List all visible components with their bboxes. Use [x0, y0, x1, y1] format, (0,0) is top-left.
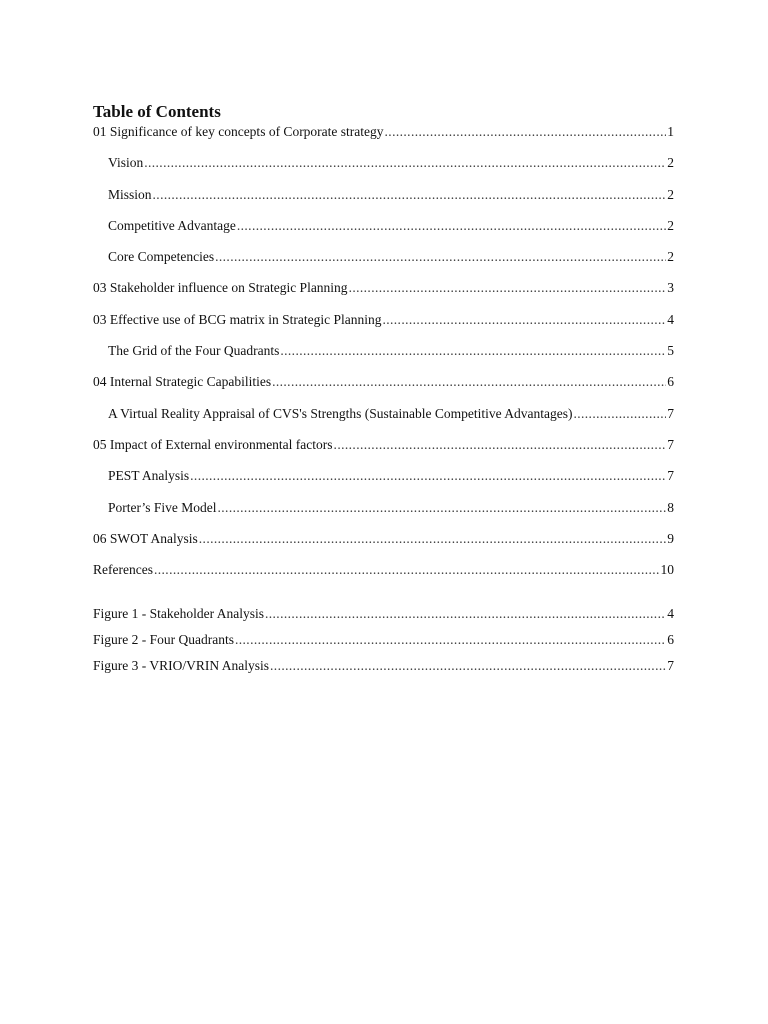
toc-entry-page: 7 [667, 468, 674, 484]
toc-entry-label: Core Competencies [108, 249, 215, 265]
toc-entry[interactable] [93, 468, 674, 484]
dot-leader [190, 468, 666, 484]
dot-leader [573, 406, 666, 422]
toc-entry[interactable] [93, 437, 674, 453]
toc-entry-page: 4 [667, 311, 674, 327]
toc-entry[interactable] [93, 343, 674, 359]
toc-entry[interactable] [93, 249, 674, 265]
toc-entry-label: PEST Analysis [108, 468, 190, 484]
toc-entry[interactable] [93, 500, 674, 516]
dot-leader [235, 632, 666, 648]
toc-entry-label: Competitive Advantage [108, 217, 236, 233]
toc-entry-label: 04 Internal Strategic Capabilities [93, 374, 272, 390]
toc-entry[interactable] [93, 374, 674, 390]
toc-entry-label: A Virtual Reality Appraisal of CVS's Strengths (Sustainable Competitive Advantages) [108, 405, 573, 421]
toc-entry-label: 05 Impact of External environmental factors [93, 436, 333, 452]
dot-leader [270, 658, 666, 674]
toc-entry-page: 9 [667, 530, 674, 546]
dot-leader [215, 249, 666, 265]
toc-entry-page: 2 [667, 249, 674, 265]
toc-entry-label: 06 SWOT Analysis [93, 530, 198, 546]
toc-entry-page: 2 [667, 155, 674, 171]
dot-leader [272, 374, 666, 390]
toc-list [93, 124, 674, 578]
toc-entry-page: 2 [667, 217, 674, 233]
toc-entry-label: The Grid of the Four Quadrants [108, 343, 280, 359]
toc-entry[interactable] [93, 218, 674, 234]
figure-entry-page: 7 [667, 658, 674, 674]
toc-entry-page: 2 [667, 186, 674, 202]
figure-entry[interactable] [93, 632, 674, 648]
figure-entry-page: 6 [667, 632, 674, 648]
figure-entry[interactable] [93, 658, 674, 674]
toc-entry-label: 03 Effective use of BCG matrix in Strategic Planning [93, 311, 382, 327]
toc-entry[interactable] [93, 187, 674, 203]
figure-entry-label: Figure 3 - VRIO/VRIN Analysis [93, 658, 270, 674]
toc-entry-page: 8 [667, 499, 674, 515]
toc-entry-page: 10 [660, 562, 674, 578]
toc-entry[interactable] [93, 280, 674, 296]
toc-entry-label: Porter’s Five Model [108, 499, 217, 515]
figure-entry[interactable] [93, 606, 674, 622]
toc-entry-page: 6 [667, 374, 674, 390]
figure-entry-page: 4 [667, 606, 674, 622]
toc-entry-page: 7 [667, 436, 674, 452]
toc-entry[interactable] [93, 562, 674, 578]
dot-leader [153, 187, 667, 203]
dot-leader [154, 562, 660, 578]
dot-leader [280, 343, 666, 359]
toc-entry-page: 5 [667, 343, 674, 359]
toc-entry[interactable] [93, 312, 674, 328]
document-page [93, 102, 674, 684]
dot-leader [382, 312, 666, 328]
toc-entry-page: 3 [667, 280, 674, 296]
toc-entry-page: 1 [667, 124, 674, 139]
dot-leader [144, 155, 666, 171]
toc-entry-page: 7 [667, 405, 674, 421]
toc-entry-label: References [93, 562, 153, 578]
toc-entry[interactable] [93, 124, 674, 140]
figure-list [93, 606, 674, 674]
dot-leader [237, 218, 666, 234]
dot-leader [334, 437, 667, 453]
figure-entry-label: Figure 2 - Four Quadrants [93, 632, 234, 648]
toc-entry-label: Vision [108, 155, 144, 171]
toc-entry-label: 03 Stakeholder influence on Strategic Planning [93, 280, 348, 296]
figure-entry-label: Figure 1 - Stakeholder Analysis [93, 606, 264, 622]
dot-leader [218, 500, 667, 516]
dot-leader [265, 606, 666, 622]
dot-leader [349, 280, 667, 296]
toc-entry-label: Mission [108, 186, 152, 202]
toc-entry[interactable] [93, 406, 674, 422]
dot-leader [385, 124, 667, 140]
toc-entry[interactable] [93, 155, 674, 171]
dot-leader [199, 531, 666, 547]
toc-entry-label: 01 Significance of key concepts of Corporate strategy [93, 124, 384, 139]
toc-entry[interactable] [93, 531, 674, 547]
toc-title: Table of Contents [93, 102, 221, 121]
